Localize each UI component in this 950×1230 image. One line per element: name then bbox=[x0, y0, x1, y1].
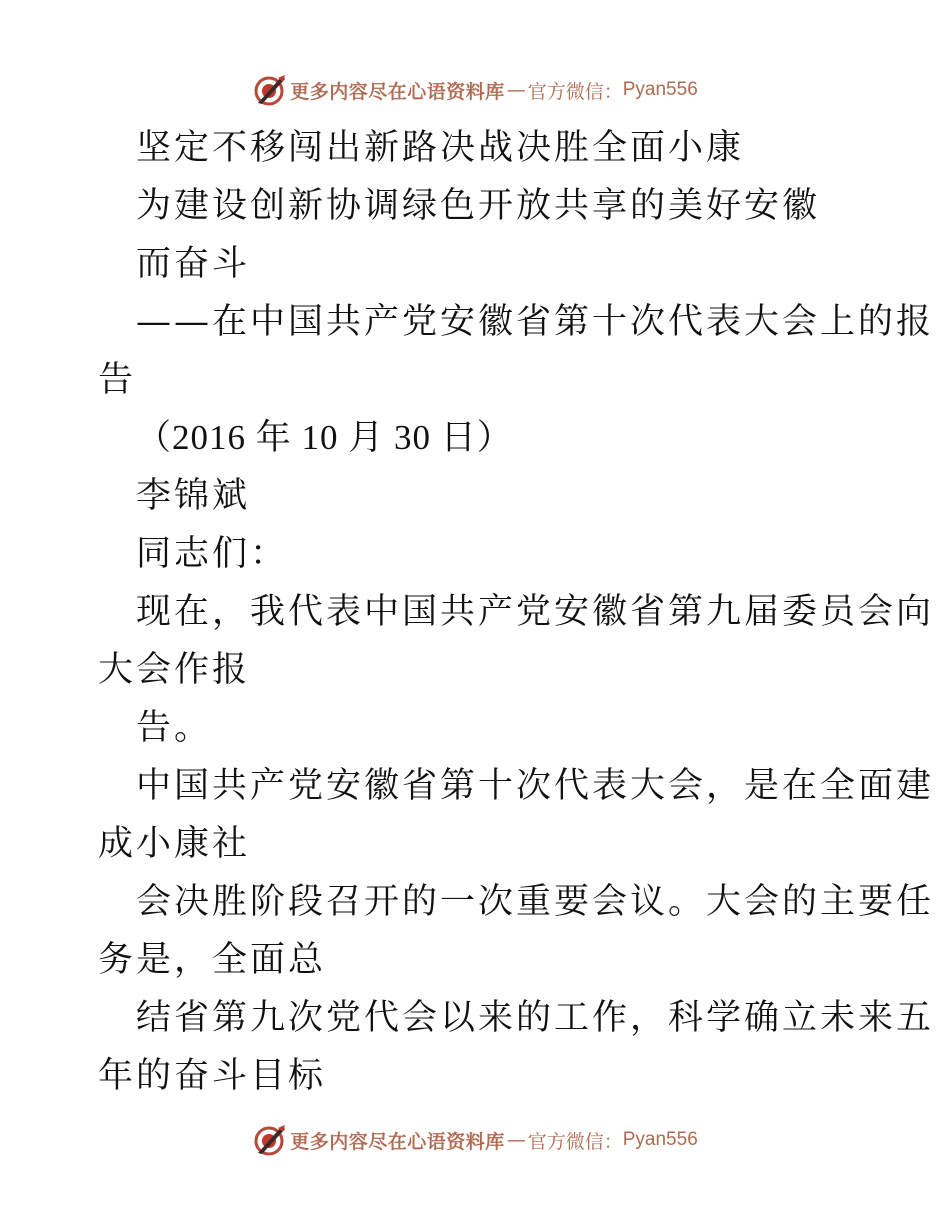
paragraph-line: 务是，全面总 bbox=[98, 940, 327, 980]
paragraph-line: 结省第九次党代会以来的工作，科学确立未来五 bbox=[136, 998, 935, 1038]
watermark-footer bbox=[0, 1122, 950, 1158]
watermark-wechat-id: Pyan556 bbox=[622, 79, 698, 100]
report-date: （2016 年 10 月 30 日） bbox=[136, 418, 513, 457]
title-line-3: 而奋斗 bbox=[136, 244, 251, 284]
quill-logo-icon bbox=[252, 1122, 288, 1158]
paragraph-line: 会决胜阶段召开的一次重要会议。大会的主要任 bbox=[136, 882, 935, 922]
quill-logo-icon bbox=[252, 72, 288, 108]
paragraph-line: 告。 bbox=[136, 708, 213, 748]
watermark-separator: — bbox=[506, 1129, 526, 1151]
paragraph-line: 现在，我代表中国共产党安徽省第九届委员会向 bbox=[136, 592, 935, 632]
salutation: 同志们： bbox=[136, 534, 289, 574]
paragraph-line: 成小康社 bbox=[98, 824, 251, 864]
title-line-1: 坚定不移闯出新路决战决胜全面小康 bbox=[136, 128, 745, 168]
watermark-header bbox=[0, 72, 950, 108]
paragraph-line: 大会作报 bbox=[98, 650, 251, 690]
subtitle-line-2: 告 bbox=[98, 360, 137, 400]
subtitle-line-1: ——在中国共产党安徽省第十次代表大会上的报 bbox=[136, 302, 935, 342]
watermark-text: 更多内容尽在心语资料库 bbox=[290, 1130, 505, 1153]
title-line-2: 为建设创新协调绿色开放共享的美好安徽 bbox=[136, 186, 821, 226]
paragraph-line: 中国共产党安徽省第十次代表大会，是在全面建 bbox=[136, 766, 935, 806]
paragraph-line: 年的奋斗目标 bbox=[98, 1056, 327, 1096]
watermark-wechat-id: Pyan556 bbox=[622, 1129, 698, 1150]
watermark-text: 更多内容尽在心语资料库 bbox=[290, 80, 505, 103]
author-name: 李锦斌 bbox=[136, 476, 251, 516]
watermark-wechat-label: 官方微信： bbox=[527, 80, 623, 103]
watermark-wechat-label: 官方微信： bbox=[527, 1130, 623, 1153]
watermark-separator: — bbox=[506, 79, 526, 101]
